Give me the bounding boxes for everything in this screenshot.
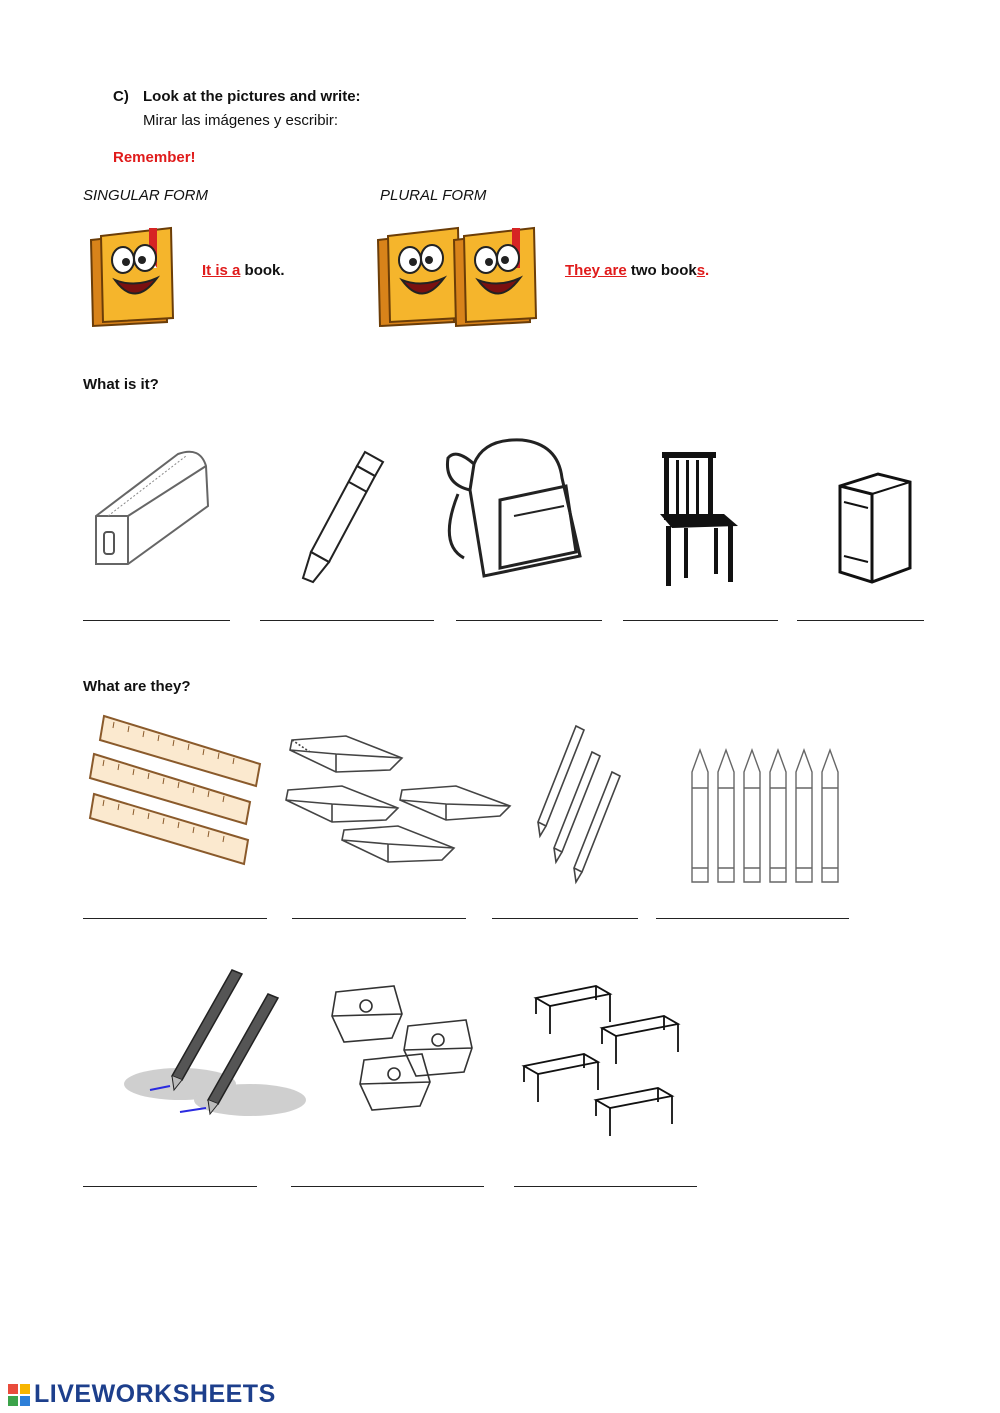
singular-example-highlight: It is a xyxy=(202,262,241,279)
answer-line[interactable] xyxy=(514,1186,697,1187)
remember-label: Remember! xyxy=(113,149,196,166)
footer-brand: LIVEWORKSHEETS xyxy=(34,1380,276,1408)
singular-example xyxy=(202,262,285,279)
desks-icon xyxy=(522,984,680,1156)
sharpeners-icon xyxy=(330,984,474,1122)
pens-icon xyxy=(120,964,308,1124)
backpack-icon xyxy=(434,434,584,580)
crayons-icon xyxy=(690,748,848,884)
plural-example-highlight: They are xyxy=(565,262,627,279)
singular-example-rest: book. xyxy=(240,262,285,279)
erasers-icon xyxy=(286,734,512,870)
plural-question: What are they? xyxy=(83,678,191,695)
answer-line[interactable] xyxy=(83,918,267,919)
answer-line[interactable] xyxy=(260,620,434,621)
plural-example-suffix: s xyxy=(696,262,706,279)
answer-line[interactable] xyxy=(83,620,230,621)
plural-form-label: PLURAL FORM xyxy=(380,187,487,204)
rulers-icon xyxy=(84,714,264,870)
answer-line[interactable] xyxy=(456,620,602,621)
plural-example-middle: two book xyxy=(626,262,697,279)
exercise-title xyxy=(113,88,361,105)
chair-icon xyxy=(658,448,744,588)
exercise-instruction-spanish: Mirar las imágenes y escribir: xyxy=(143,112,339,129)
answer-line[interactable] xyxy=(83,1186,257,1187)
pencils-icon xyxy=(536,724,626,884)
answer-line[interactable] xyxy=(797,620,924,621)
book-cartoon-icon xyxy=(372,222,450,330)
answer-line[interactable] xyxy=(291,1186,484,1187)
book-cartoon-icon xyxy=(85,222,185,330)
exercise-letter: C) xyxy=(113,88,129,105)
plural-example-end: . xyxy=(705,262,710,279)
singular-form-label: SINGULAR FORM xyxy=(83,187,209,204)
singular-question: What is it? xyxy=(83,376,159,393)
book-icon xyxy=(834,472,914,586)
answer-line[interactable] xyxy=(492,918,638,919)
answer-line[interactable] xyxy=(623,620,778,621)
pencil-case-icon xyxy=(88,446,216,568)
answer-line[interactable] xyxy=(292,918,466,919)
plural-example xyxy=(565,262,709,279)
book-cartoon-icon xyxy=(448,222,548,330)
liveworksheets-logo-icon xyxy=(8,1384,30,1406)
marker-icon xyxy=(295,446,390,586)
exercise-instruction: Look at the pictures and write: xyxy=(143,88,361,105)
answer-line[interactable] xyxy=(656,918,849,919)
